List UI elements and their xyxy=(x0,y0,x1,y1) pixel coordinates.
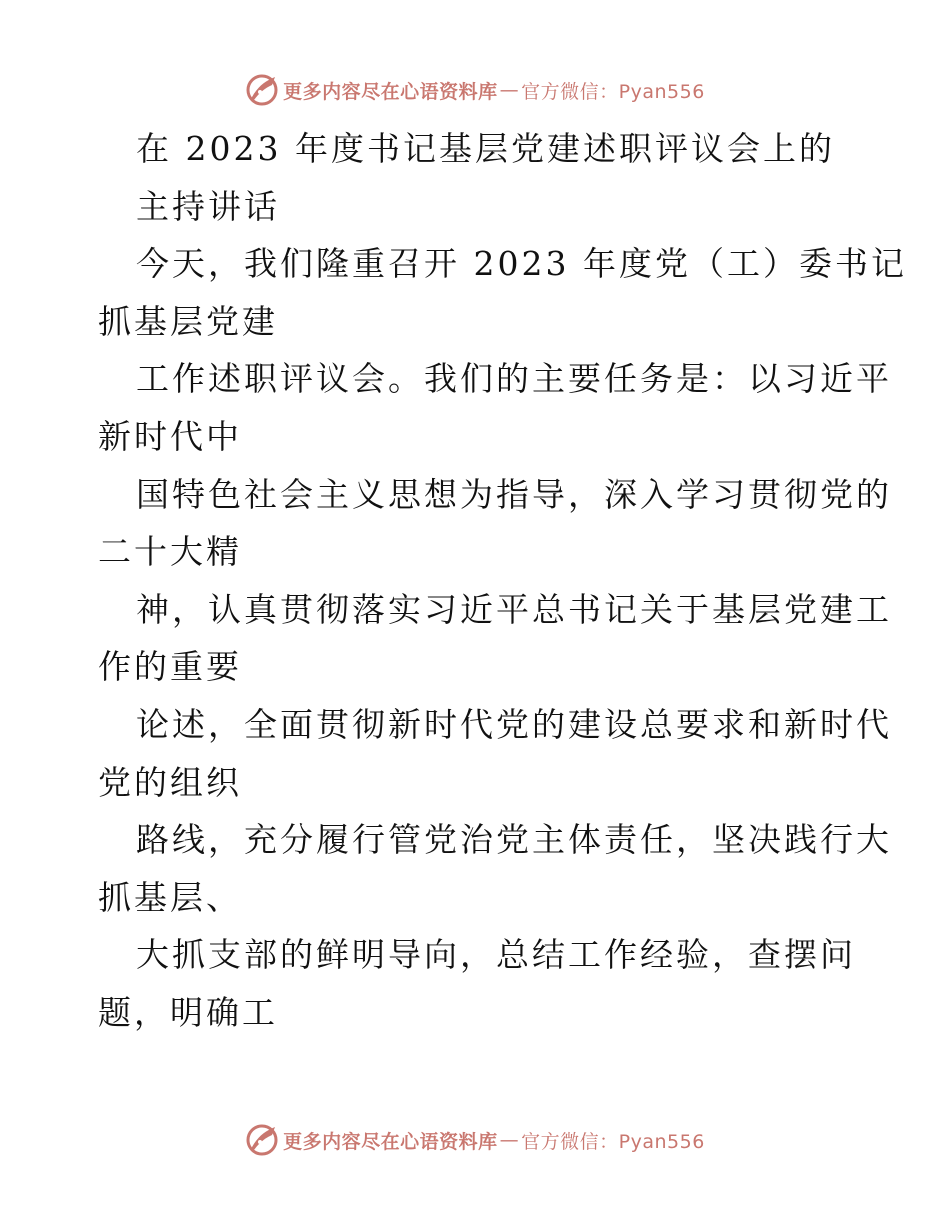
pen-logo-icon xyxy=(245,73,279,107)
text-line: 题，明确工 xyxy=(98,992,278,1032)
text-line: 二十大精 xyxy=(98,532,242,572)
watermark-site-name: 更多内容尽在心语资料库 xyxy=(283,80,498,103)
text-line: 主持讲话 xyxy=(136,186,280,226)
text-line: 在 2023 年度书记基层党建述职评议会上的 xyxy=(136,129,835,168)
document-body xyxy=(98,120,907,1042)
header-watermark xyxy=(0,70,950,110)
pen-logo-icon xyxy=(245,1123,279,1157)
text-line: 工作述职评议会。我们的主要任务是：以习近平 xyxy=(136,359,892,399)
text-line: 党的组织 xyxy=(98,762,242,802)
text-line: 国特色社会主义思想为指导，深入学习贯彻党的 xyxy=(136,474,892,514)
text-line: 神，认真贯彻落实习近平总书记关于基层党建工 xyxy=(136,589,892,629)
watermark-separator: — xyxy=(499,79,520,101)
text-line: 今天，我们隆重召开 2023 年度党（工）委书记 xyxy=(136,244,907,284)
text-line: 抓基层、 xyxy=(98,877,242,917)
footer-watermark xyxy=(0,1120,950,1160)
text-line: 路线，充分履行管党治党主体责任，坚决践行大 xyxy=(136,820,892,860)
text-line: 大抓支部的鲜明导向，总结工作经验，查摆问 xyxy=(136,935,856,975)
text-line: 论述，全面贯彻新时代党的建设总要求和新时代 xyxy=(136,704,892,744)
text-line: 抓基层党建 xyxy=(98,301,278,341)
text-line: 作的重要 xyxy=(98,647,242,687)
text-line: 新时代中 xyxy=(98,416,242,456)
watermark-contact: 官方微信：Pyan556 xyxy=(521,80,705,103)
watermark-contact: 官方微信：Pyan556 xyxy=(521,1130,705,1153)
watermark-site-name: 更多内容尽在心语资料库 xyxy=(283,1130,498,1153)
watermark-separator: — xyxy=(499,1129,520,1151)
